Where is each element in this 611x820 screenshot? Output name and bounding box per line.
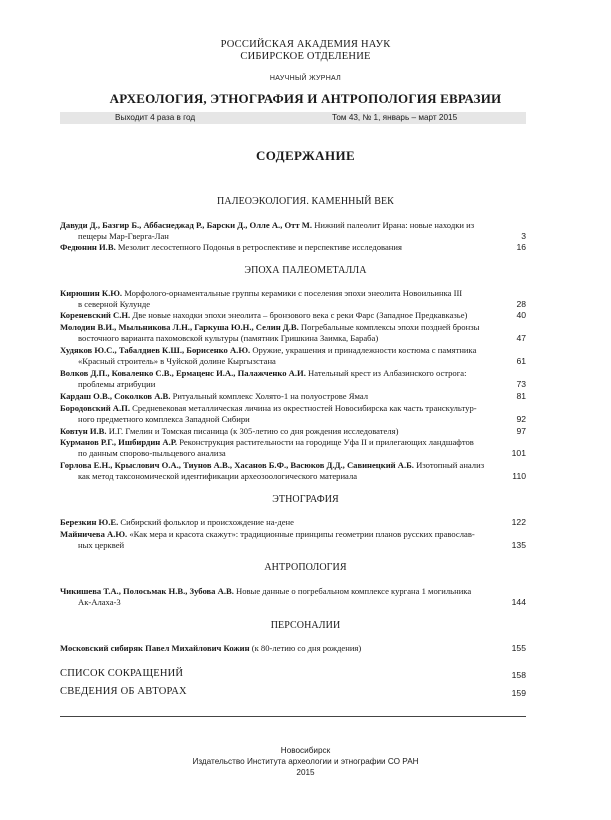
- entry-page: 3: [521, 231, 526, 241]
- section-heading: АНТРОПОЛОГИЯ: [264, 562, 347, 573]
- issue-info-bar: [60, 112, 526, 124]
- entry-title: Новые данные о погребальном комплексе кургана 1 могильника: [236, 586, 472, 596]
- entry-authors: Чикишева Т.А., Полосьмак Н.В., Зубова А.В.: [60, 586, 234, 596]
- toc-entry[interactable]: [60, 345, 502, 367]
- publisher-name: Издательство Института археологии и этнографии СО РАН: [192, 757, 419, 766]
- entry-title: Мезолит лесостепного Подонья в ретроспективе и перспективе исследования: [117, 242, 402, 252]
- entry-title-cont: пещеры Мар-Гверга-Лан: [78, 231, 169, 241]
- entry-authors: Московский сибиряк Павел Михайлович Кожин: [60, 643, 250, 653]
- entry-page: 144: [511, 597, 526, 607]
- abbreviations-link[interactable]: СПИСОК СОКРАЩЕНИЙ: [60, 668, 184, 679]
- entry-page: 97: [516, 426, 526, 436]
- entry-title-cont: в северной Кулунде: [78, 299, 151, 309]
- entry-title: Ритуальный комплекс Холято-1 на полуострове Ямал: [172, 391, 369, 401]
- toc-entry[interactable]: [60, 242, 502, 253]
- authors-info-page: 159: [511, 688, 526, 698]
- entry-authors: Ковтун И.В.: [60, 426, 107, 436]
- academy-name: РОССИЙСКАЯ АКАДЕМИЯ НАУК: [220, 39, 391, 50]
- contents-title: СОДЕРЖАНИЕ: [255, 148, 356, 163]
- journal-title: АРХЕОЛОГИЯ, ЭТНОГРАФИЯ И АНТРОПОЛОГИЯ ЕВРАЗИИ: [109, 91, 502, 106]
- entry-title-cont: ного предметного комплекса Западной Сибири: [78, 414, 250, 424]
- toc-entry[interactable]: [60, 220, 502, 242]
- section-heading: ПЕРСОНАЛИИ: [270, 620, 341, 631]
- entry-title-cont: по данным спорово-пыльцевого анализа: [78, 448, 226, 458]
- entry-page: 135: [511, 540, 526, 550]
- entry-page: 110: [512, 471, 526, 481]
- entry-authors: Березкин Ю.Е.: [60, 517, 119, 527]
- toc-entry[interactable]: [60, 310, 502, 321]
- entry-title: Сибирский фольклор и происхождение на-дене: [120, 517, 294, 527]
- toc-entry[interactable]: [60, 426, 502, 437]
- entry-authors: Федюнин И.В.: [60, 242, 116, 252]
- publisher-city: Новосибирск: [280, 746, 331, 755]
- toc-entry[interactable]: [60, 529, 502, 551]
- entry-title-cont: ных церквей: [78, 540, 125, 550]
- entry-page: 81: [516, 391, 526, 401]
- entry-authors: Горлова Е.Н., Крыслович О.А., Тиунов А.В., Хасанов Б.Ф., Васюков Д.Д., Савинецкий А.Б.: [60, 460, 414, 470]
- entry-authors: Молодин В.И., Мыльникова Л.Н., Гаркуша Ю.Н., Селин Д.В.: [60, 322, 299, 332]
- entry-authors: Волков Д.П., Коваленко С.В., Ермаценс И.А., Палажченко А.И.: [60, 368, 306, 378]
- publication-year: 2015: [296, 768, 315, 777]
- toc-entry[interactable]: [60, 322, 502, 344]
- journal-label: НАУЧНЫЙ ЖУРНАЛ: [269, 75, 342, 82]
- entry-authors: Кардаш О.В., Соколков А.В.: [60, 391, 171, 401]
- abbreviations-page: 158: [511, 670, 526, 680]
- entry-title: «Как мера и красота скажут»: традиционные принципы геометрии планов русских православ-: [129, 529, 475, 539]
- toc-entry[interactable]: [60, 403, 502, 425]
- entry-title: Две новые находки эпохи энеолита – бронзового века с реки Фарс (Западное Предкавказье): [132, 310, 468, 320]
- entry-authors: Худяков Ю.С., Табалдиев К.Ш., Борисенко А.Ю.: [60, 345, 251, 355]
- entry-authors: Кирюшин К.Ю.: [60, 288, 123, 298]
- entry-page: 73: [516, 379, 526, 389]
- entry-title: Изотопный анализ: [416, 460, 485, 470]
- entry-page: 16: [516, 242, 526, 252]
- entry-authors: Кореневский С.Н.: [60, 310, 131, 320]
- toc-entry[interactable]: [60, 391, 502, 402]
- entry-title: Нижний палеолит Ирана: новые находки из: [314, 220, 475, 230]
- entry-title: И.Г. Гмелин и Томская писаница (к 305-летию со дня рождения исследователя): [108, 426, 399, 436]
- section-heading: ЭТНОГРАФИЯ: [272, 494, 339, 505]
- section-heading: ПАЛЕОЭКОЛОГИЯ. КАМЕННЫЙ ВЕК: [217, 196, 394, 207]
- publication-frequency: Выходит 4 раза в год: [115, 113, 196, 122]
- authors-info-link[interactable]: СВЕДЕНИЯ ОБ АВТОРАХ: [60, 686, 187, 697]
- entry-authors: Курманов Р.Г., Ишбирдин А.Р.: [60, 437, 178, 447]
- section-heading: ЭПОХА ПАЛЕОМЕТАЛЛА: [244, 265, 367, 276]
- branch-name: СИБИРСКОЕ ОТДЕЛЕНИЕ: [240, 51, 371, 62]
- entry-title: (к 80-летию со дня рождения): [251, 643, 362, 653]
- entry-title: Реконструкция растительности на городище Уфа II и прилегающих ландшафтов: [179, 437, 474, 447]
- entry-title: Средневековая металлическая личина из окрестностей Новосибирска как часть транскультур-: [132, 403, 477, 413]
- entry-title: Морфолого-орнаментальные группы керамики с поселения эпохи энеолита Новоильинка III: [124, 288, 463, 298]
- toc-entry[interactable]: [60, 586, 502, 608]
- entry-page: 155: [511, 643, 526, 653]
- entry-authors: Давуди Д., Базгир Б., Аббаснеджад Р., Барски Д., Олле А., Отт М.: [60, 220, 313, 230]
- entry-page: 40: [516, 310, 526, 320]
- entry-page: 28: [516, 299, 526, 309]
- entry-authors: Бородовский А.П.: [60, 403, 130, 413]
- footer-divider: [60, 716, 526, 717]
- entry-title: Нательный крест из Албазинского острога:: [308, 368, 467, 378]
- issue-details: Том 43, № 1, январь – март 2015: [332, 113, 458, 122]
- entry-page: 122: [511, 517, 526, 527]
- toc-entry[interactable]: [60, 460, 502, 482]
- toc-entry[interactable]: [60, 437, 502, 459]
- entry-title-cont: как метод таксономической идентификации археозоологического материала: [78, 471, 358, 481]
- toc-entry[interactable]: [60, 643, 502, 654]
- entry-title: Оружие, украшения и принадлежности костюма с памятника: [252, 345, 477, 355]
- toc-entry[interactable]: [60, 368, 502, 390]
- entry-title: Погребальные комплексы эпохи поздней бронзы: [300, 322, 480, 332]
- entry-title-cont: Ак-Алаха-3: [78, 597, 121, 607]
- entry-page: 92: [516, 414, 526, 424]
- entry-page: 61: [516, 356, 526, 366]
- entry-authors: Майничева А.Ю.: [60, 529, 128, 539]
- entry-title-cont: восточного варианта пахомовской культуры (памятник Гришкина Заимка, Бараба): [78, 333, 379, 343]
- entry-page: 101: [511, 448, 526, 458]
- entry-page: 47: [516, 333, 526, 343]
- entry-title-cont: «Красный строитель» в Чуйской долине Кыргызстана: [78, 356, 276, 366]
- entry-title-cont: проблемы атрибуции: [78, 379, 156, 389]
- toc-entry[interactable]: [60, 288, 502, 310]
- toc-entry[interactable]: [60, 517, 502, 528]
